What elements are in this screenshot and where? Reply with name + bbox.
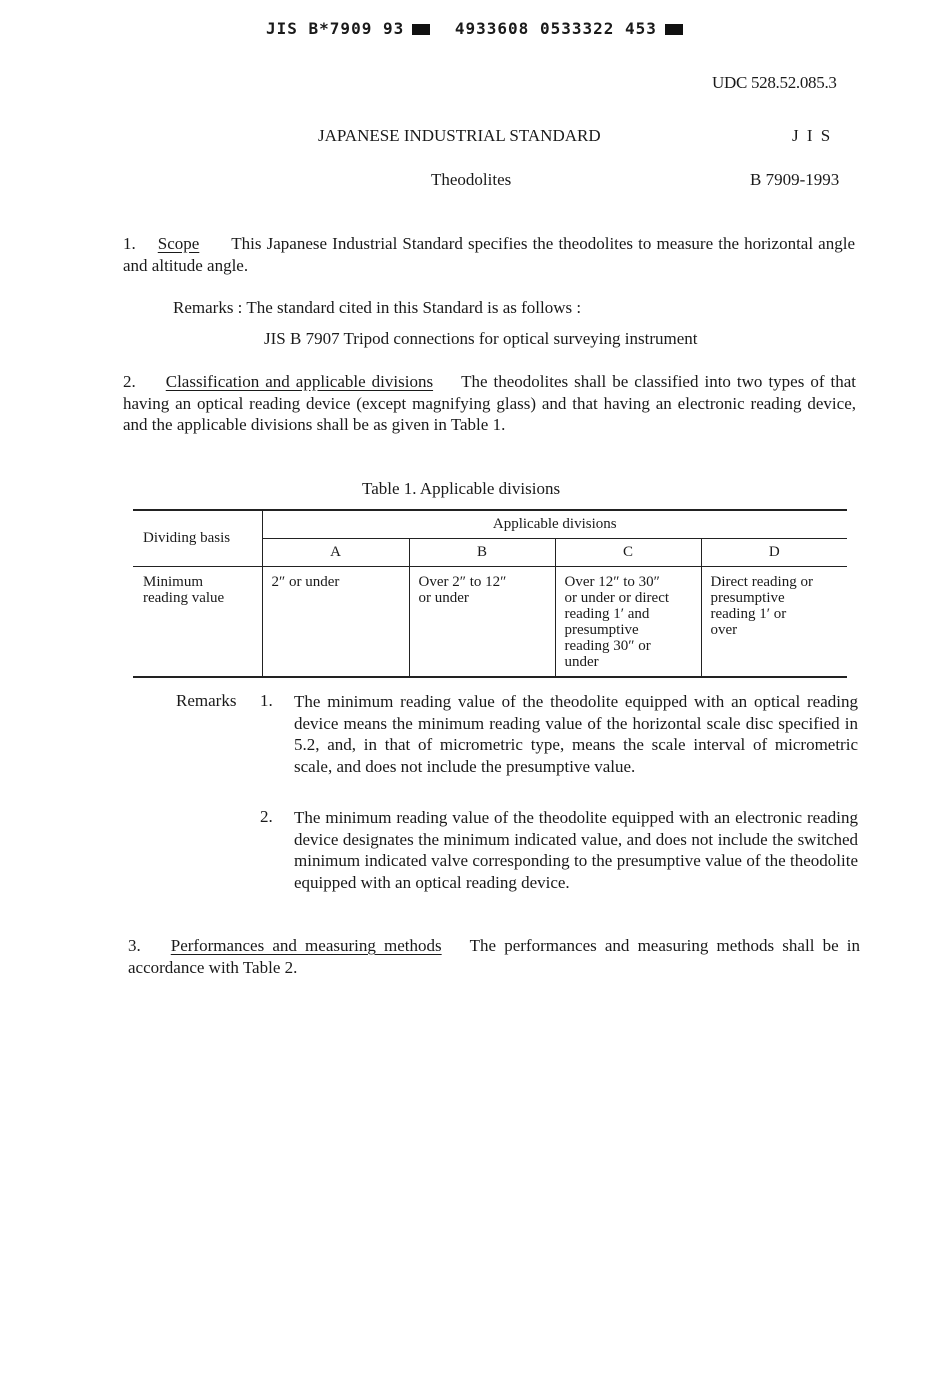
- header-code-2: 4933608 0533322 453: [454, 19, 657, 38]
- cell-c: Over 12″ to 30″ or under or direct reading 1′ and presumptive reading 30″ or under: [555, 566, 701, 677]
- section-1-text: This Japanese Industrial Standard specifies the theodolites to measure the horizontal angle and altitude angle.: [123, 234, 855, 275]
- section-3-text: The performances and measuring methods shall be in accordance with Table 2.: [128, 936, 860, 977]
- remarks-heading: Remarks: [176, 691, 237, 710]
- block-mark: [412, 24, 430, 35]
- section-2-text: The theodolites shall be classified into two types of that having an optical reading device (except magnifying glass) and that having an electronic reading device, and the applicable divisions shall be as given in Table 1.: [123, 372, 856, 434]
- header-code: JIS B*7909 93: [266, 19, 405, 38]
- doc-number: B 7909-1993: [750, 170, 840, 189]
- section-2-heading: Classification and applicable divisions: [165, 372, 434, 391]
- cell-a: 2″ or under: [262, 566, 409, 677]
- header-applicable-divisions: Applicable divisions: [262, 510, 847, 538]
- cited-standard: JIS B 7907 Tripod connections for optical surveying instrument: [264, 329, 698, 348]
- column-header-c: C: [555, 538, 701, 566]
- row-label-minimum-reading-value: Minimum reading value: [133, 566, 262, 677]
- remarks-text: The standard cited in this Standard is as follows :: [246, 298, 582, 317]
- section-2: [123, 371, 856, 436]
- remark-1-text: The minimum reading value of the theodolite equipped with an optical reading device means the minimum reading value of the horizontal scale disc specified in 5.2, and, in that of micrometric type, means the scale interval of micrometric scale, and does not include the presumptive value.: [294, 692, 858, 776]
- table-applicable-divisions: [133, 509, 847, 678]
- cell-d: Direct reading or presumptive reading 1′ or over: [701, 566, 847, 677]
- column-header-d: D: [701, 538, 847, 566]
- section-2-number: 2.: [123, 372, 136, 391]
- udc-number: UDC 528.52.085.3: [712, 73, 837, 92]
- header-dividing-basis: Dividing basis: [133, 510, 262, 566]
- section-3: [128, 935, 860, 978]
- doc-title: Theodolites: [431, 170, 512, 189]
- remark-1-number: 1.: [260, 691, 273, 710]
- section-1-number: 1.: [123, 234, 136, 253]
- standard-title: JAPANESE INDUSTRIAL STANDARD: [318, 126, 601, 145]
- column-header-a: A: [262, 538, 409, 566]
- remark-2-number: 2.: [260, 807, 273, 826]
- jis-mark: J I S: [792, 126, 833, 145]
- section-1-heading: Scope: [157, 234, 200, 253]
- table-1-caption: Table 1. Applicable divisions: [362, 479, 561, 498]
- section-1-remarks: [173, 297, 581, 319]
- column-header-b: B: [409, 538, 555, 566]
- section-3-number: 3.: [128, 936, 141, 955]
- remark-2-text: The minimum reading value of the theodolite equipped with an electronic reading device designates the minimum indicated value, and does not include the switched minimum indicated valve corresponding to the presumptive value of the theodolite equipped with an optical reading device.: [294, 808, 858, 892]
- block-mark: [665, 24, 683, 35]
- section-3-heading: Performances and measuring methods: [170, 936, 442, 955]
- section-1: [123, 233, 855, 276]
- document-code-header: [266, 19, 683, 38]
- cell-b: Over 2″ to 12″ or under: [409, 566, 555, 677]
- remarks-label: Remarks :: [173, 298, 243, 317]
